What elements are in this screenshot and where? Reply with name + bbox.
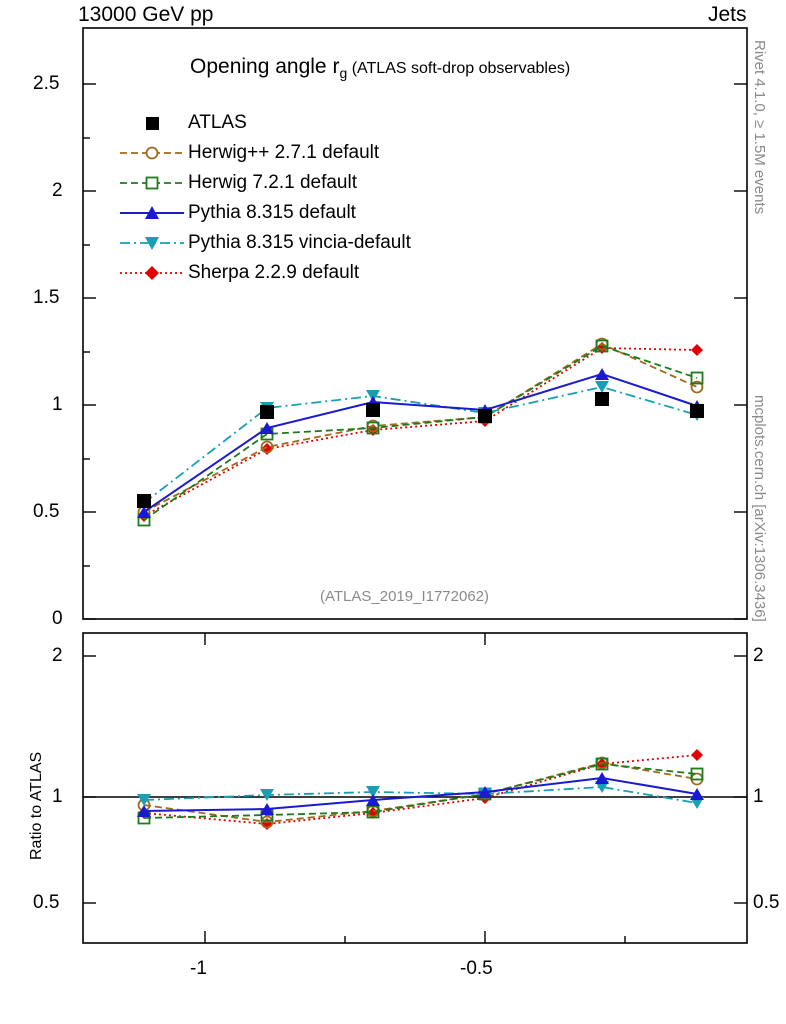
- legend-item-herwig7: [118, 168, 411, 198]
- rivet-version-label: Rivet 4.1.0, ≥ 1.5M events: [751, 40, 768, 215]
- ratio-plot: [0, 625, 786, 985]
- legend-marker-herwigpp: [118, 143, 188, 163]
- legend-marker-herwig7: [118, 173, 188, 193]
- legend-label-herwig7: Herwig 7.2.1 default: [188, 172, 357, 193]
- ratio-series-herwigpp: [139, 758, 703, 828]
- legend-marker-pythia-default: [118, 203, 188, 223]
- main-ytick-0: 0: [52, 608, 63, 629]
- title-paren-text: (ATLAS soft-drop observables): [351, 60, 571, 77]
- ratio-ytick-right-05: 0.5: [753, 892, 780, 913]
- series-atlas: [137, 392, 704, 508]
- legend-item-atlas: [118, 108, 411, 138]
- ratio-ytick-05: 0.5: [33, 892, 60, 913]
- main-ytick-25: 2.5: [33, 73, 60, 94]
- series-herwig-pp-2-7-1-default: [139, 339, 703, 518]
- ratio-y-axis-ticks: [83, 656, 747, 903]
- main-y-axis-ticks: [83, 84, 96, 619]
- ratio-plot-frame: [83, 633, 747, 943]
- ratio-xtick-minus1: -1: [190, 958, 207, 979]
- ratio-series-herwig7: [139, 759, 703, 824]
- main-plot-title: [190, 55, 570, 79]
- series-sherpa-2-2-9-default: [138, 342, 703, 522]
- ratio-series-pythia-default: [137, 772, 704, 817]
- series-pythia-8-315-default: [137, 368, 704, 518]
- header-left: 13000 GeV pp: [78, 3, 214, 26]
- legend-label-sherpa: Sherpa 2.2.9 default: [188, 262, 360, 283]
- header-right: Jets: [708, 3, 747, 26]
- main-ytick-1: 1: [52, 394, 63, 415]
- legend-label-pythia-default: Pythia 8.315 default: [188, 202, 356, 223]
- ratio-ylabel: Ratio to ATLAS: [28, 751, 45, 860]
- main-y-axis-ticks-right: [734, 84, 747, 619]
- legend-marker-atlas: [118, 113, 188, 133]
- title-main-text: Opening angle r: [190, 55, 340, 78]
- analysis-watermark: (ATLAS_2019_I1772062): [320, 588, 490, 605]
- legend-item-herwigpp: [118, 138, 411, 168]
- legend-label-herwigpp: Herwig++ 2.7.1 default: [188, 142, 380, 163]
- main-ytick-15: 1.5: [33, 287, 60, 308]
- legend-label-atlas: ATLAS: [188, 112, 247, 133]
- legend-item-pythia-vincia: [118, 228, 411, 258]
- ratio-ytick-right-1: 1: [753, 786, 764, 807]
- legend-item-pythia-default: [118, 198, 411, 228]
- legend-marker-sherpa: [118, 263, 188, 283]
- main-ytick-05: 0.5: [33, 501, 60, 522]
- legend-label-pythia-vincia: Pythia 8.315 vincia-default: [188, 232, 411, 253]
- ratio-ytick-right-2: 2: [753, 645, 764, 666]
- series-pythia-8-315-vincia-default: [137, 381, 704, 509]
- ratio-ytick-1: 1: [52, 786, 63, 807]
- ratio-xtick-minus05: -0.5: [460, 958, 493, 979]
- mcplots-reference-label: mcplots.cern.ch [arXiv:1306.3436]: [751, 395, 768, 622]
- ratio-ytick-2: 2: [52, 645, 63, 666]
- legend-item-sherpa: [118, 258, 411, 288]
- series-herwig-7-2-1-default: [139, 341, 703, 526]
- main-ytick-2: 2: [52, 180, 63, 201]
- legend: [118, 108, 411, 288]
- legend-marker-pythia-vincia: [118, 233, 188, 253]
- title-subscript: g: [339, 65, 348, 81]
- ratio-x-axis-ticks: [205, 633, 625, 943]
